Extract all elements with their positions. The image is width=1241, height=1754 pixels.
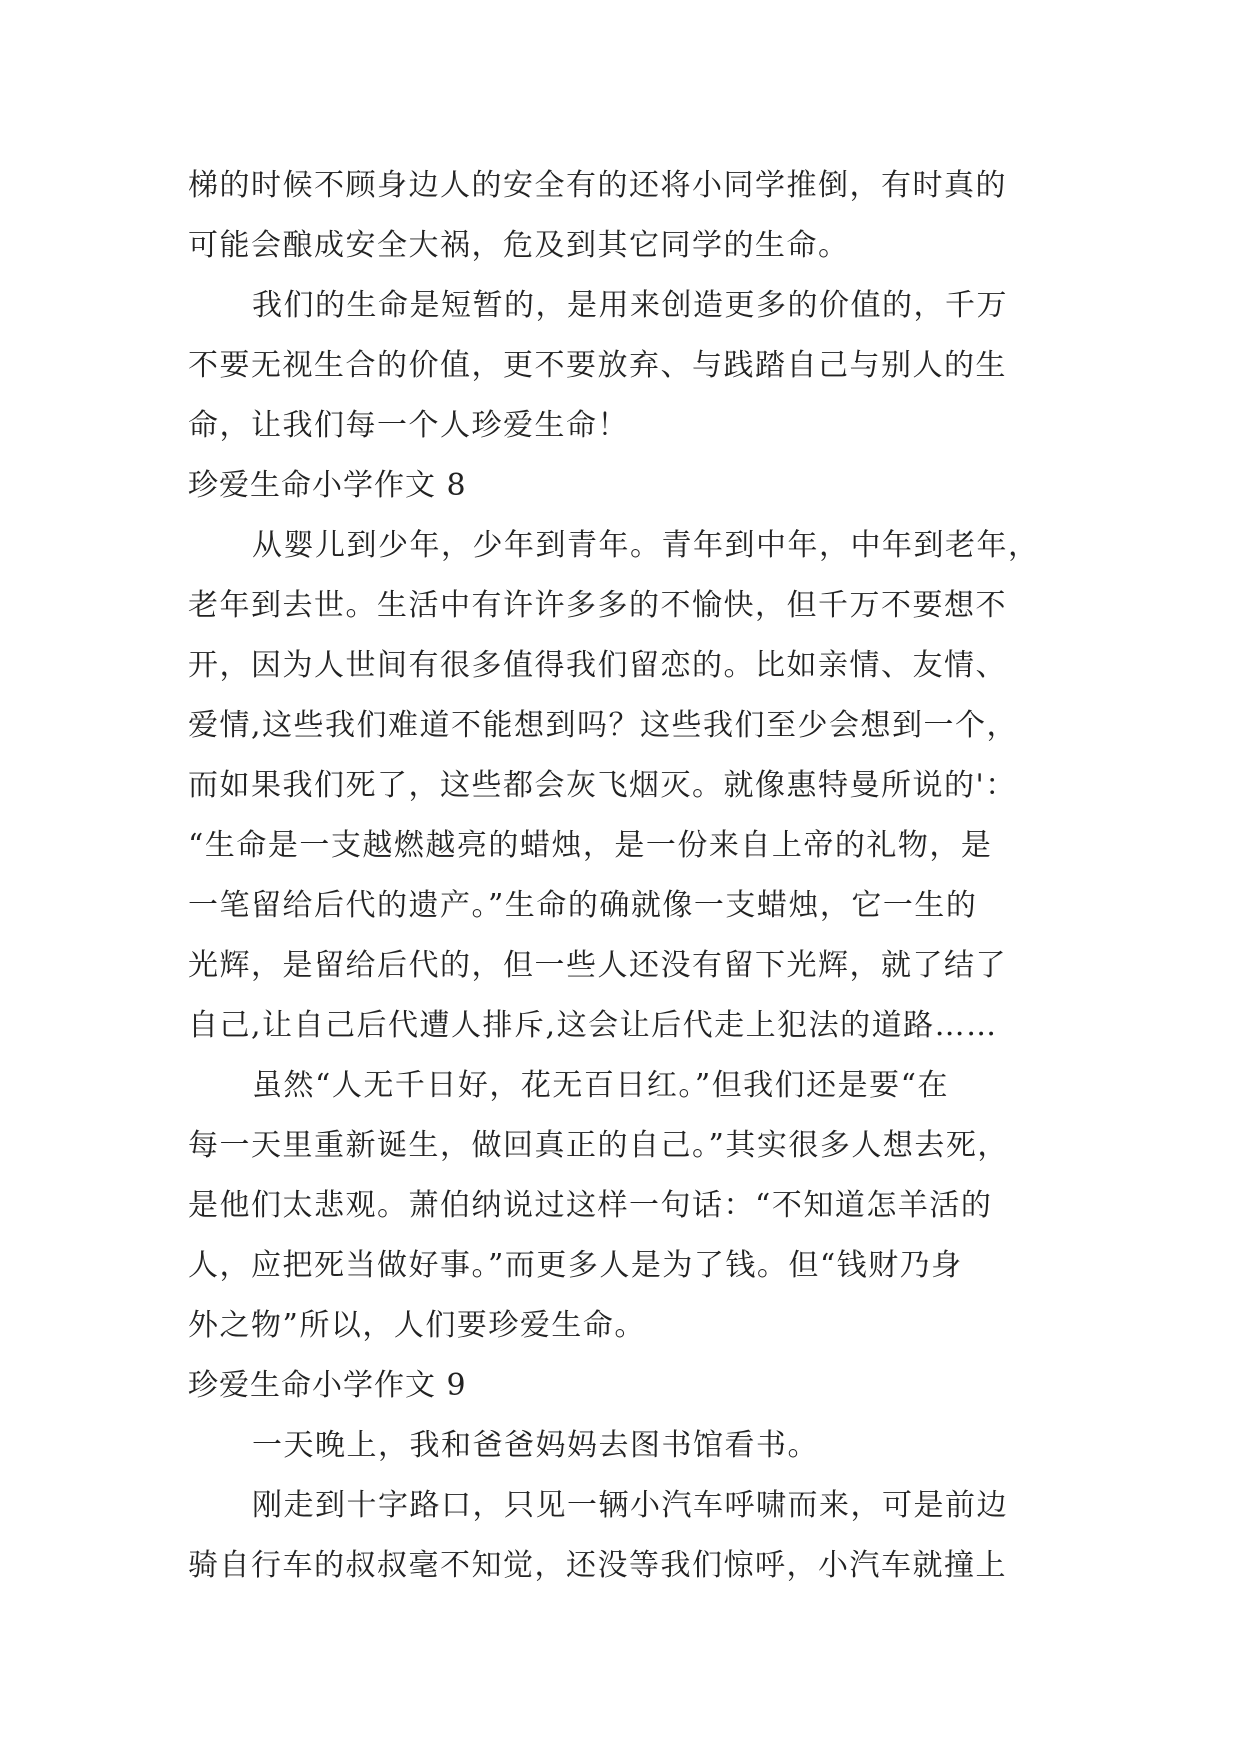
text-line: 每一天里重新诞生，做回真正的自己。”其实很多人想去死，	[188, 1128, 1009, 1163]
text-line: 骑自行车的叔叔毫不知觉，还没等我们惊呼，小汽车就撞上	[188, 1548, 1007, 1583]
text-line: 开，因为人世间有很多值得我们留恋的。比如亲情、友情、	[188, 648, 1007, 683]
paragraph-start-line: 我们的生命是短暂的，是用来创造更多的价值的，千万	[252, 288, 1008, 323]
paragraph-start-line: 一天晚上，我和爸爸妈妈去图书馆看书。	[252, 1428, 819, 1463]
text-line: 外之物”所以，人们要珍爱生命。	[188, 1308, 646, 1343]
paragraph-start-line: 刚走到十字路口，只见一辆小汽车呼啸而来，可是前边	[252, 1488, 1008, 1523]
text-line: 梯的时候不顾身边人的安全有的还将小同学推倒，有时真的	[188, 168, 1007, 203]
text-line: 光辉，是留给后代的，但一些人还没有留下光辉，就了结了	[188, 948, 1007, 983]
section-heading: 珍爱生命小学作文 8	[188, 468, 467, 503]
section-heading: 珍爱生命小学作文 9	[188, 1368, 467, 1403]
text-line: “生命是一支越燃越亮的蜡烛，是一份来自上帝的礼物，是	[188, 828, 993, 863]
paragraph-start-line: 虽然“人无千日好，花无百日红。”但我们还是要“在	[252, 1068, 950, 1103]
text-line: 人，应把死当做好事。”而更多人是为了钱。但“钱财乃身	[188, 1248, 963, 1283]
text-line: 可能会酿成安全大祸，危及到其它同学的生命。	[188, 228, 850, 263]
text-line: 一笔留给后代的遗产。”生命的确就像一支蜡烛，它一生的	[188, 888, 978, 923]
text-line: 老年到去世。生活中有许许多多的不愉快，但千万不要想不	[188, 588, 1007, 623]
text-line: 命，让我们每一个人珍爱生命！	[188, 408, 629, 443]
document-body	[188, 156, 1058, 1596]
text-line: 自己,让自己后代遭人排斥,这会让后代走上犯法的道路……	[188, 1008, 998, 1043]
paragraph-start-line: 从婴儿到少年，少年到青年。青年到中年，中年到老年，	[252, 528, 1040, 563]
text-line: 而如果我们死了，这些都会灰飞烟灭。就像惠特曼所说的'：	[188, 768, 1017, 803]
text-line: 爱情,这些我们难道不能想到吗？这些我们至少会想到一个，	[188, 708, 1019, 743]
text-line: 不要无视生合的价值，更不要放弃、与践踏自己与别人的生	[188, 348, 1007, 383]
text-line: 是他们太悲观。萧伯纳说过这样一句话：“不知道怎羊活的	[188, 1188, 993, 1223]
